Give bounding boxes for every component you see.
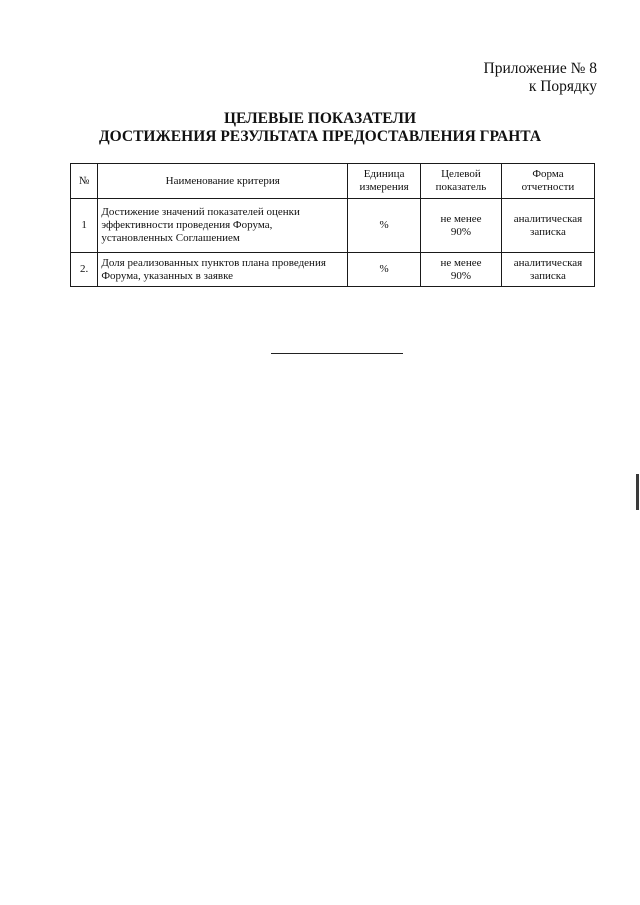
table-row <box>71 199 595 253</box>
header-target-line-2: показатель <box>435 181 487 193</box>
target-value <box>421 199 502 253</box>
header-report-form <box>501 164 594 199</box>
title-line-1: ЦЕЛЕВЫЕ ПОКАЗАТЕЛИ <box>223 110 417 127</box>
header-target <box>421 164 502 199</box>
header-number: № <box>71 164 98 199</box>
target-value-line: 90% <box>450 269 472 282</box>
appendix-reference <box>484 60 597 96</box>
header-criterion-name: Наименование критерия <box>98 164 348 199</box>
criterion-name <box>98 253 348 287</box>
criterion-name <box>98 199 348 253</box>
target-value-line: 90% <box>450 225 472 238</box>
report-form-value <box>501 253 594 287</box>
report-form-line: записка <box>530 269 566 282</box>
document-title <box>0 110 640 146</box>
report-form-line: записка <box>530 225 566 238</box>
criterion-name-line: Достижение значений показателей оценки <box>101 206 300 218</box>
target-value-line: не менее <box>440 212 482 225</box>
appendix-parent-document: к Порядку <box>528 78 597 95</box>
appendix-number: Приложение № 8 <box>483 60 597 77</box>
unit-value: % <box>348 253 421 287</box>
unit-value: % <box>348 199 421 253</box>
criterion-name-line: Доля реализованных пунктов плана проведения <box>101 256 326 269</box>
scan-edge-mark <box>636 474 639 510</box>
table-header-row <box>71 164 595 199</box>
header-unit-line-2: измерения <box>359 181 409 193</box>
criterion-name-line: установленных Соглашением <box>101 232 240 244</box>
table-header <box>71 164 595 199</box>
header-target-line-1: Целевой <box>441 168 481 180</box>
header-unit-line-1: Единица <box>363 168 405 180</box>
header-form-line-1: Форма <box>532 168 564 180</box>
report-form-value <box>501 199 594 253</box>
closing-divider <box>271 353 403 354</box>
title-line-2: ДОСТИЖЕНИЯ РЕЗУЛЬТАТА ПРЕДОСТАВЛЕНИЯ ГРАНТА <box>98 128 542 145</box>
table-row <box>71 253 595 287</box>
criterion-name-line: эффективности проведения Форума, <box>101 219 273 231</box>
target-value-line: не менее <box>440 256 482 269</box>
row-number: 1 <box>71 199 98 253</box>
header-form-line-2: отчетности <box>521 181 575 193</box>
report-form-line: аналитическая <box>513 212 583 225</box>
header-unit <box>348 164 421 199</box>
row-number: 2. <box>71 253 98 287</box>
indicators-table <box>70 163 595 287</box>
table-body <box>71 199 595 287</box>
target-value <box>421 253 502 287</box>
criterion-name-line: Форума, указанных в заявке <box>101 269 234 282</box>
report-form-line: аналитическая <box>513 256 583 269</box>
